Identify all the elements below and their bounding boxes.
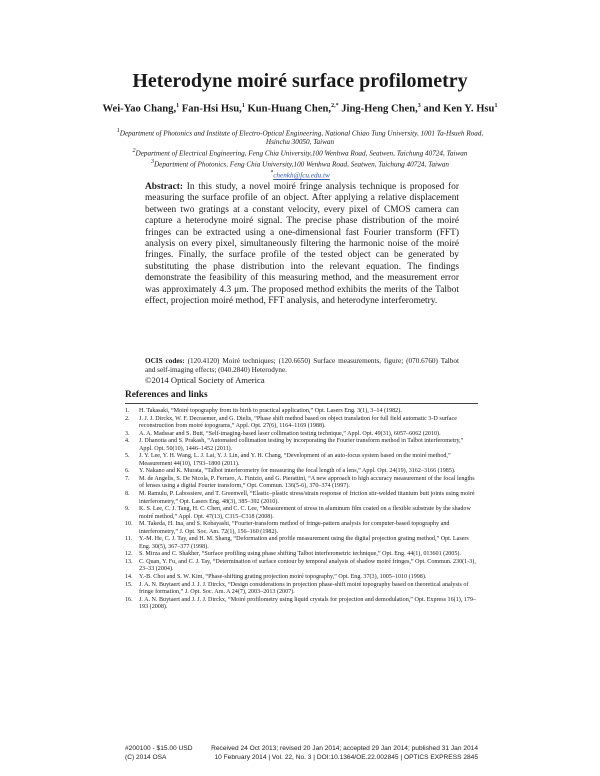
reference-text: C. Quan, Y. Fu, and C. J. Tay, “Determination of surface contour by temporal analysis of shadow moiré fringes,” Opt. Commun. 230(1-3), 23–33 (2004).	[139, 558, 476, 573]
references-divider	[125, 403, 478, 404]
reference-item	[125, 506, 478, 521]
reference-number: 16.	[125, 596, 133, 603]
abstract-label: Abstract:	[145, 182, 184, 192]
reference-number: 7.	[125, 475, 130, 482]
reference-text: A. A. Madssar and S. Butt, “Self-imaging-based laser collimation testing technique,” Appl. Opt. 49(31), 6057–6062 (2010).	[139, 430, 441, 437]
affiliation-1-mark: 1	[116, 128, 120, 134]
affiliation-2-text: Department of Electrical Engineering, Feng Chia University,100 Wenhwa Road, Seatwen, Taichung 40724, Taiwan	[135, 149, 468, 158]
reference-item	[125, 408, 478, 416]
reference-text: Y. Nakano and K. Murata, “Talbot interferometry for measuring the focal length of a lens,” Appl. Opt. 24(19), 3162–3166 (1985).	[139, 468, 456, 475]
author-4: Jing-Heng Chen,	[338, 103, 418, 115]
affiliations	[112, 127, 488, 181]
reference-text: J. J. J. Dirckx, W. F. Decraemer, and G. Dielis, “Phase shift method based on object translation for full field automatic 3-D surface reconstruction from moiré topograms,” Appl. Opt. 27(6), 1164–1169 (1988).	[139, 415, 457, 430]
reference-number: 10.	[125, 521, 133, 528]
reference-number: 12.	[125, 551, 133, 558]
reference-text: Y.-B. Choi and S. W. Kim, “Phase-shifting grating projection moiré topography,” Opt. Eng. 37(3), 1005–1010 (1998).	[139, 574, 427, 581]
author-4-affil: 3	[417, 103, 421, 109]
ocis-text: (120.4120) Moiré techniques; (120.6650) Surface measurements, figure; (070.6760) Talbot and self-imaging effects; (040.2840) Heterodyne.	[145, 357, 459, 374]
footer-citation: 10 February 2014 | Vol. 22, No. 3 | DOI:10.1364/OE.22.002845 | OPTICS EXPRESS 2845	[214, 754, 478, 761]
reference-text: J. Y. Lee, Y. H. Wang, L. J. Lai, Y. J. Lin, and Y. H. Chang, “Development of an auto-focus system based on the moiré method,” Measurement 44(10), 1793–1800 (2011).	[139, 453, 451, 467]
reference-text: M. Ramulu, P. Labossiere, and T. Greenwell, “Elastic–plastic stress/strain response of friction stir-welded titanium butt joints using moiré interferometry,” Opt. Lasers Eng. 48(3), 385–392 (2010).	[139, 491, 475, 505]
reference-number: 4.	[125, 438, 130, 445]
reference-number: 1.	[125, 408, 130, 414]
ocis-label: OCIS codes:	[145, 357, 185, 365]
author-1-affil: 1	[176, 103, 180, 109]
author-2-affil: 1	[241, 103, 245, 109]
author-3-affil: 2,*	[331, 103, 339, 109]
reference-item	[125, 521, 478, 536]
reference-item	[125, 597, 478, 612]
reference-item	[125, 551, 478, 559]
reference-item	[125, 536, 478, 551]
references-heading: References and links	[125, 390, 208, 400]
reference-text: J. A. N. Buytaert and J. J. J. Dirckx, “Moiré profilometry using liquid crystals for projection and demodulation,” Opt. Express 16(1), 179–193 (2008).	[139, 596, 476, 611]
abstract	[145, 182, 459, 307]
reference-item	[125, 582, 478, 597]
reference-item	[125, 491, 478, 506]
footer-price: #200100 - $15.00 USD	[125, 745, 193, 752]
author-5-affil: 1	[494, 103, 498, 109]
reference-text: H. Takasaki, “Moiré topography from its birth to practical application,” Opt. Lasers Eng. 3(1), 3–14 (1982).	[139, 408, 402, 414]
reference-item	[125, 453, 478, 468]
author-3: Kun-Huang Chen,	[244, 103, 332, 115]
reference-number: 14.	[125, 574, 133, 581]
author-list	[100, 100, 500, 116]
author-5: and Ken Y. Hsu	[420, 103, 495, 115]
footer-dates: Received 24 Oct 2013; revised 20 Jan 2014; accepted 29 Jan 2014; published 31 Jan 2014	[211, 745, 478, 752]
reference-number: 8.	[125, 491, 130, 498]
reference-text: M. de Angelis, S. De Nicola, P. Ferraro, A. Finizio, and G. Pierattini, “A new approach to high accuracy measurement of the focal lengths of lenses using a digital Fourier transform,” Opt. Commun. 136(5-6), 370–374 (1997).	[139, 475, 475, 490]
reference-number: 3.	[125, 430, 130, 437]
reference-number: 15.	[125, 581, 133, 588]
reference-item	[125, 416, 478, 431]
affiliation-2	[112, 147, 488, 158]
reference-number: 13.	[125, 558, 133, 565]
affiliation-2-mark: 2	[132, 147, 136, 154]
email-mark: *	[270, 170, 274, 177]
affiliation-3	[112, 158, 488, 169]
footer-copyright: (C) 2014 OSA	[125, 754, 167, 761]
ocis-codes	[145, 357, 459, 375]
reference-text: M. Takeda, H. Ina, and S. Kobayashi, “Fourier-transform method of fringe-pattern analysis for computer-based topography and interferometry,” J. Opt. Soc. Am. 72(1), 156–160 (1982).	[139, 521, 450, 535]
affiliation-1-text: Department of Photonics and Institute of Electro-Optical Engineering, National Chiao Tung University, 1001 Ta-Hsueh Road, Hsinchu 30050, Taiwan	[119, 129, 484, 147]
copyright: ©2014 Optical Society of America	[145, 375, 265, 385]
page-footer	[125, 744, 478, 762]
affiliation-1	[112, 127, 488, 147]
reference-item	[125, 574, 478, 582]
reference-number: 9.	[125, 506, 130, 513]
reference-text: Y.-M. He, C. J. Tay, and H. M. Shang, “Deformation and profile measurement using the digital projection grating method,” Opt. Lasers Eng. 30(5), 367–377 (1998).	[139, 536, 469, 550]
corresponding-email	[112, 169, 488, 180]
reference-item	[125, 438, 478, 453]
author-1: Wei-Yao Chang,	[102, 103, 177, 115]
reference-number: 2.	[125, 415, 130, 422]
email-link[interactable]: chenkh@fcu.edu.tw	[273, 171, 330, 180]
reference-text: J. Dhanotia and S. Prakash, “Automated collimation testing by incorporating the Fourier transform method in Talbot interferometry,” Appl. Opt. 50(10), 1446–1452 (2011).	[139, 438, 464, 452]
references-list	[125, 408, 478, 612]
author-2: Fan-Hsi Hsu,	[179, 103, 242, 115]
abstract-text: In this study, a novel moiré fringe analysis technique is proposed for measuring the surface profile of an object. After applying a relative displacement between two gratings at a constant velocity, every pixel of CMOS camera can capture a heterodyne moiré signal. The precise phase distribution of the moiré fringes can be extracted using a one-dimensional fast Fourier transform (FFT) analysis on every pixel, simultaneously filtering the harmonic noise of the moiré fringes. Finally, the surface profile of the tested object can be generated by substituting the phase distribution into the relevant equation. The findings demonstrate the feasibility of this measuring method, and the measurement error was approximately 4.3 μm. The proposed method exhibits the merits of the Talbot effect, projection moiré method, FFT analysis, and heterodyne interferometry.	[145, 182, 459, 307]
reference-text: S. Mirza and C. Shakher, “Surface profiling using phase shifting Talbot interferometric technique,” Opt. Eng. 44(1), 013601 (2005).	[139, 551, 461, 558]
reference-text: K. S. Lee, C. J. Tang, H. C. Chen, and C. C. Lee, “Measurement of stress in aluminum film coated on a flexible substrate by the shadow moiré method,” Appl. Opt. 47(13), C315–C318 (2008).	[139, 506, 471, 520]
affiliation-3-mark: 3	[150, 159, 154, 166]
reference-item	[125, 468, 478, 476]
reference-number: 11.	[125, 536, 133, 543]
reference-item	[125, 476, 478, 491]
paper-title: Heterodyne moiré surface profilometry	[132, 70, 468, 92]
affiliation-3-text: Department of Photonics, Feng Chia University,100 Wenhwa Road, Seatwen, Taichung 40724, Taiwan	[153, 160, 450, 169]
reference-number: 5.	[125, 453, 130, 460]
reference-number: 6.	[125, 468, 130, 475]
reference-item	[125, 559, 478, 574]
reference-text: J. A. N. Buytaert and J. J. J. Dirckx, “Design considerations in projection phase-shift moiré topography based on theoretical analysis of fringe formation,” J. Opt. Soc. Am. A 24(7), 2003–2013 (2007).	[139, 581, 469, 596]
